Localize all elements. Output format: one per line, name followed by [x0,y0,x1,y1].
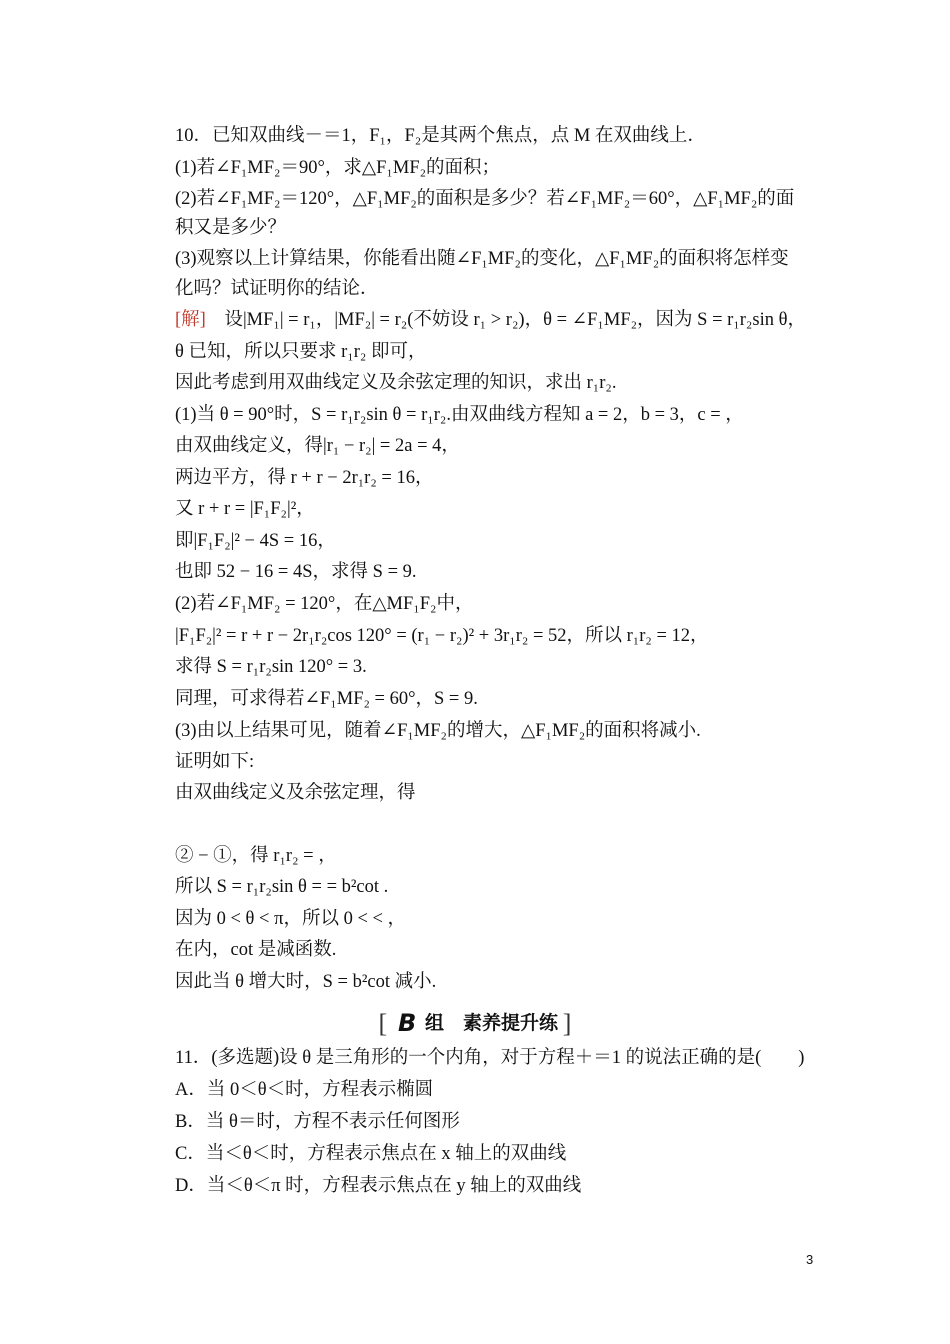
solution-line-16: ② − ①，得 r₁r₂ = ， [175,846,337,866]
section-title: 组 素养提升练 [425,1013,559,1034]
solution-line-10: |F₁F₂|² = r + r − 2r₁r₂cos 120° = (r₁ − r₂)² + 3r₁r₂ = 52，所以 r₁r₂ = 12， [175,626,709,646]
q11-option-b: B．当 θ＝时，方程不表示任何图形 [175,1112,460,1132]
q11-option-a: A．当 0＜θ＜时，方程表示椭圆 [175,1080,434,1100]
q11-option-c: C．当＜θ＜时，方程表示焦点在 x 轴上的双曲线 [175,1144,567,1164]
solution-line-6: 又 r + r = |F₁F₂|²， [175,499,315,519]
q11-stem: 11．(多选题)设 θ 是三角形的一个内角，对于方程＋＝1 的说法正确的是( ) [175,1048,805,1068]
section-letter: B [397,1009,417,1037]
solution-line-8: 也即 52 − 16 = 4S，求得 S = 9. [175,562,417,582]
solution-text: 设|MF₁| = r₁，|MF₂| = r₂(不妨设 r₁ > r₂)，θ = ∠F₁MF₂，因为 S = r₁r₂sin θ， [224,310,806,330]
solution-line-14: 证明如下: [175,752,255,772]
solution-line-5: 两边平方，得 r + r − 2r₁r₂ = 16， [175,468,434,488]
solution-line-4: 由双曲线定义，得|r₁ − r₂| = 2a = 4， [175,436,460,456]
solution-line-15: 由双曲线定义及余弦定理，得 [175,783,416,803]
solution-line-13: (3)由以上结果可见，随着∠F₁MF₂的增大，△F₁MF₂的面积将减小. [175,721,701,741]
q10-part1: (1)若∠F₁MF₂＝90°，求△F₁MF₂的面积； [175,158,501,178]
q11-option-d: D．当＜θ＜π 时，方程表示焦点在 y 轴上的双曲线 [175,1176,582,1196]
q10-part3-line2: 化吗？试证明你的结论． [175,279,379,299]
q10-part3-line1: (3)观察以上计算结果，你能看出随∠F₁MF₂的变化，△F₁MF₂的面积将怎样变 [175,249,789,269]
solution-tag: [解] [175,310,206,330]
q10-part2-line1: (2)若∠F₁MF₂＝120°，△F₁MF₂的面积是多少？若∠F₁MF₂＝60°，△F₁MF₂的面 [175,189,795,209]
solution-line-3: (1)当 θ = 90°时，S = r₁r₂sin θ = r₁r₂.由双曲线方程知 a = 2，b = 3，c = ， [175,405,744,425]
solution-line-18: 因为 0 < θ < π，所以 0 < < ， [175,909,407,929]
section-header-b [0,1008,950,1039]
solution-line-12: 同理，可求得若∠F₁MF₂ = 60°，S = 9. [175,689,478,709]
solution-line-19: 在内，cot 是减函数. [175,940,337,960]
solution-line-0 [175,307,806,333]
solution-line-20: 因此当 θ 增大时，S = b²cot 减小. [175,972,437,992]
page-number: 3 [806,1252,814,1267]
solution-line-1: θ 已知，所以只要求 r₁r₂ 即可， [175,342,427,362]
right-bracket-icon: ] [562,1009,572,1038]
solution-line-7: 即|F₁F₂|² − 4S = 16， [175,531,336,551]
solution-line-11: 求得 S = r₁r₂sin 120° = 3. [175,657,367,677]
q10-part2-line2: 积又是多少？ [175,218,287,238]
q10-stem: 10．已知双曲线－＝1，F₁，F₂是其两个焦点，点 M 在双曲线上． [175,126,706,146]
solution-line-9: (2)若∠F₁MF₂ = 120°，在△MF₁F₂中， [175,594,474,614]
left-bracket-icon: [ [378,1009,388,1038]
solution-line-2: 因此考虑到用双曲线定义及余弦定理的知识，求出 r₁r₂. [175,373,617,393]
solution-line-17: 所以 S = r₁r₂sin θ = = b²cot . [175,877,389,897]
